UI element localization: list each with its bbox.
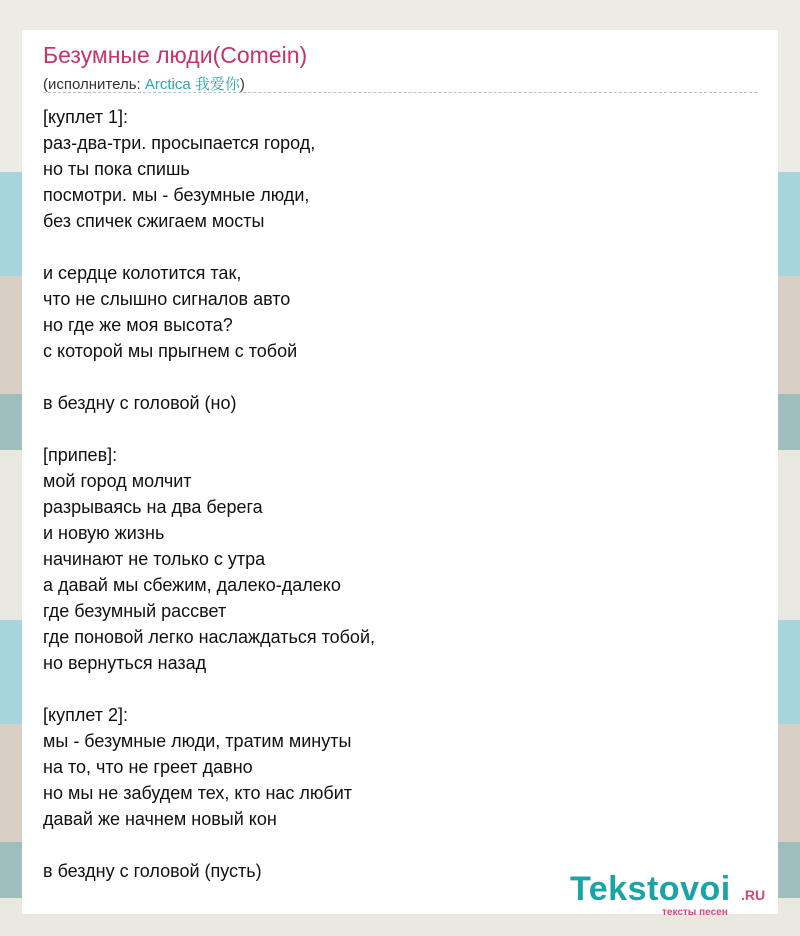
lyric-line: мы - безумные люди, тратим минуты xyxy=(43,731,352,751)
lyric-line: в бездну с головой (но) xyxy=(43,393,237,413)
lyric-line: а давай мы сбежим, далеко-далеко xyxy=(43,575,341,595)
lyric-line: начинают не только с утра xyxy=(43,549,266,569)
lyric-blank-line xyxy=(43,364,743,390)
logo-domain: .RU xyxy=(741,887,766,903)
lyric-line: что не слышно сигналов авто xyxy=(43,289,291,309)
lyric-line: но мы не забудем тех, кто нас любит xyxy=(43,783,353,803)
artist-suffix: ) xyxy=(239,76,245,93)
lyric-line: посмотри. мы - безумные люди, xyxy=(43,185,310,205)
lyric-line: где безумный рассвет xyxy=(43,601,227,621)
lyrics-card xyxy=(22,30,778,918)
lyric-line: и новую жизнь xyxy=(43,523,165,543)
lyric-line: где поновой легко наслаждаться тобой, xyxy=(43,627,375,647)
lyrics-body xyxy=(43,104,743,884)
artist-line xyxy=(43,73,245,94)
artist-prefix: (исполнитель: xyxy=(43,76,145,93)
logo-wordmark: Tekstovoi xyxy=(570,870,731,908)
lyric-blank-line xyxy=(43,676,743,702)
lyric-line: на то, что не греет давно xyxy=(43,757,253,777)
site-logo[interactable] xyxy=(570,870,780,918)
lyric-line: давай же начнем новый кон xyxy=(43,809,277,829)
lyric-line: с которой мы прыгнем с тобой xyxy=(43,341,298,361)
lyric-line: [припев]: xyxy=(43,445,118,465)
lyric-line: и сердце колотится так, xyxy=(43,263,242,283)
logo-tagline: тексты песен xyxy=(662,907,728,918)
song-title: Безумные люди(Comein) xyxy=(43,42,308,68)
lyric-line: в бездну с головой (пусть) xyxy=(43,861,262,881)
lyric-blank-line xyxy=(43,234,743,260)
lyric-line: [куплет 2]: xyxy=(43,705,128,725)
artist-link[interactable]: Arctica 我爱你 xyxy=(144,76,240,93)
lyric-blank-line xyxy=(43,416,743,442)
lyric-line: но вернуться назад xyxy=(43,653,207,673)
lyric-line: но ты пока спишь xyxy=(43,159,190,179)
lyric-line: без спичек сжигаем мосты xyxy=(43,211,265,231)
lyric-line: но где же моя высота? xyxy=(43,315,233,335)
title-divider xyxy=(43,92,757,93)
lyric-line: [куплет 1]: xyxy=(43,107,128,127)
lyric-line: разрываясь на два берега xyxy=(43,497,263,517)
lyric-line: раз-два-три. просыпается город, xyxy=(43,133,316,153)
lyric-blank-line xyxy=(43,832,743,858)
lyric-line: мой город молчит xyxy=(43,471,192,491)
